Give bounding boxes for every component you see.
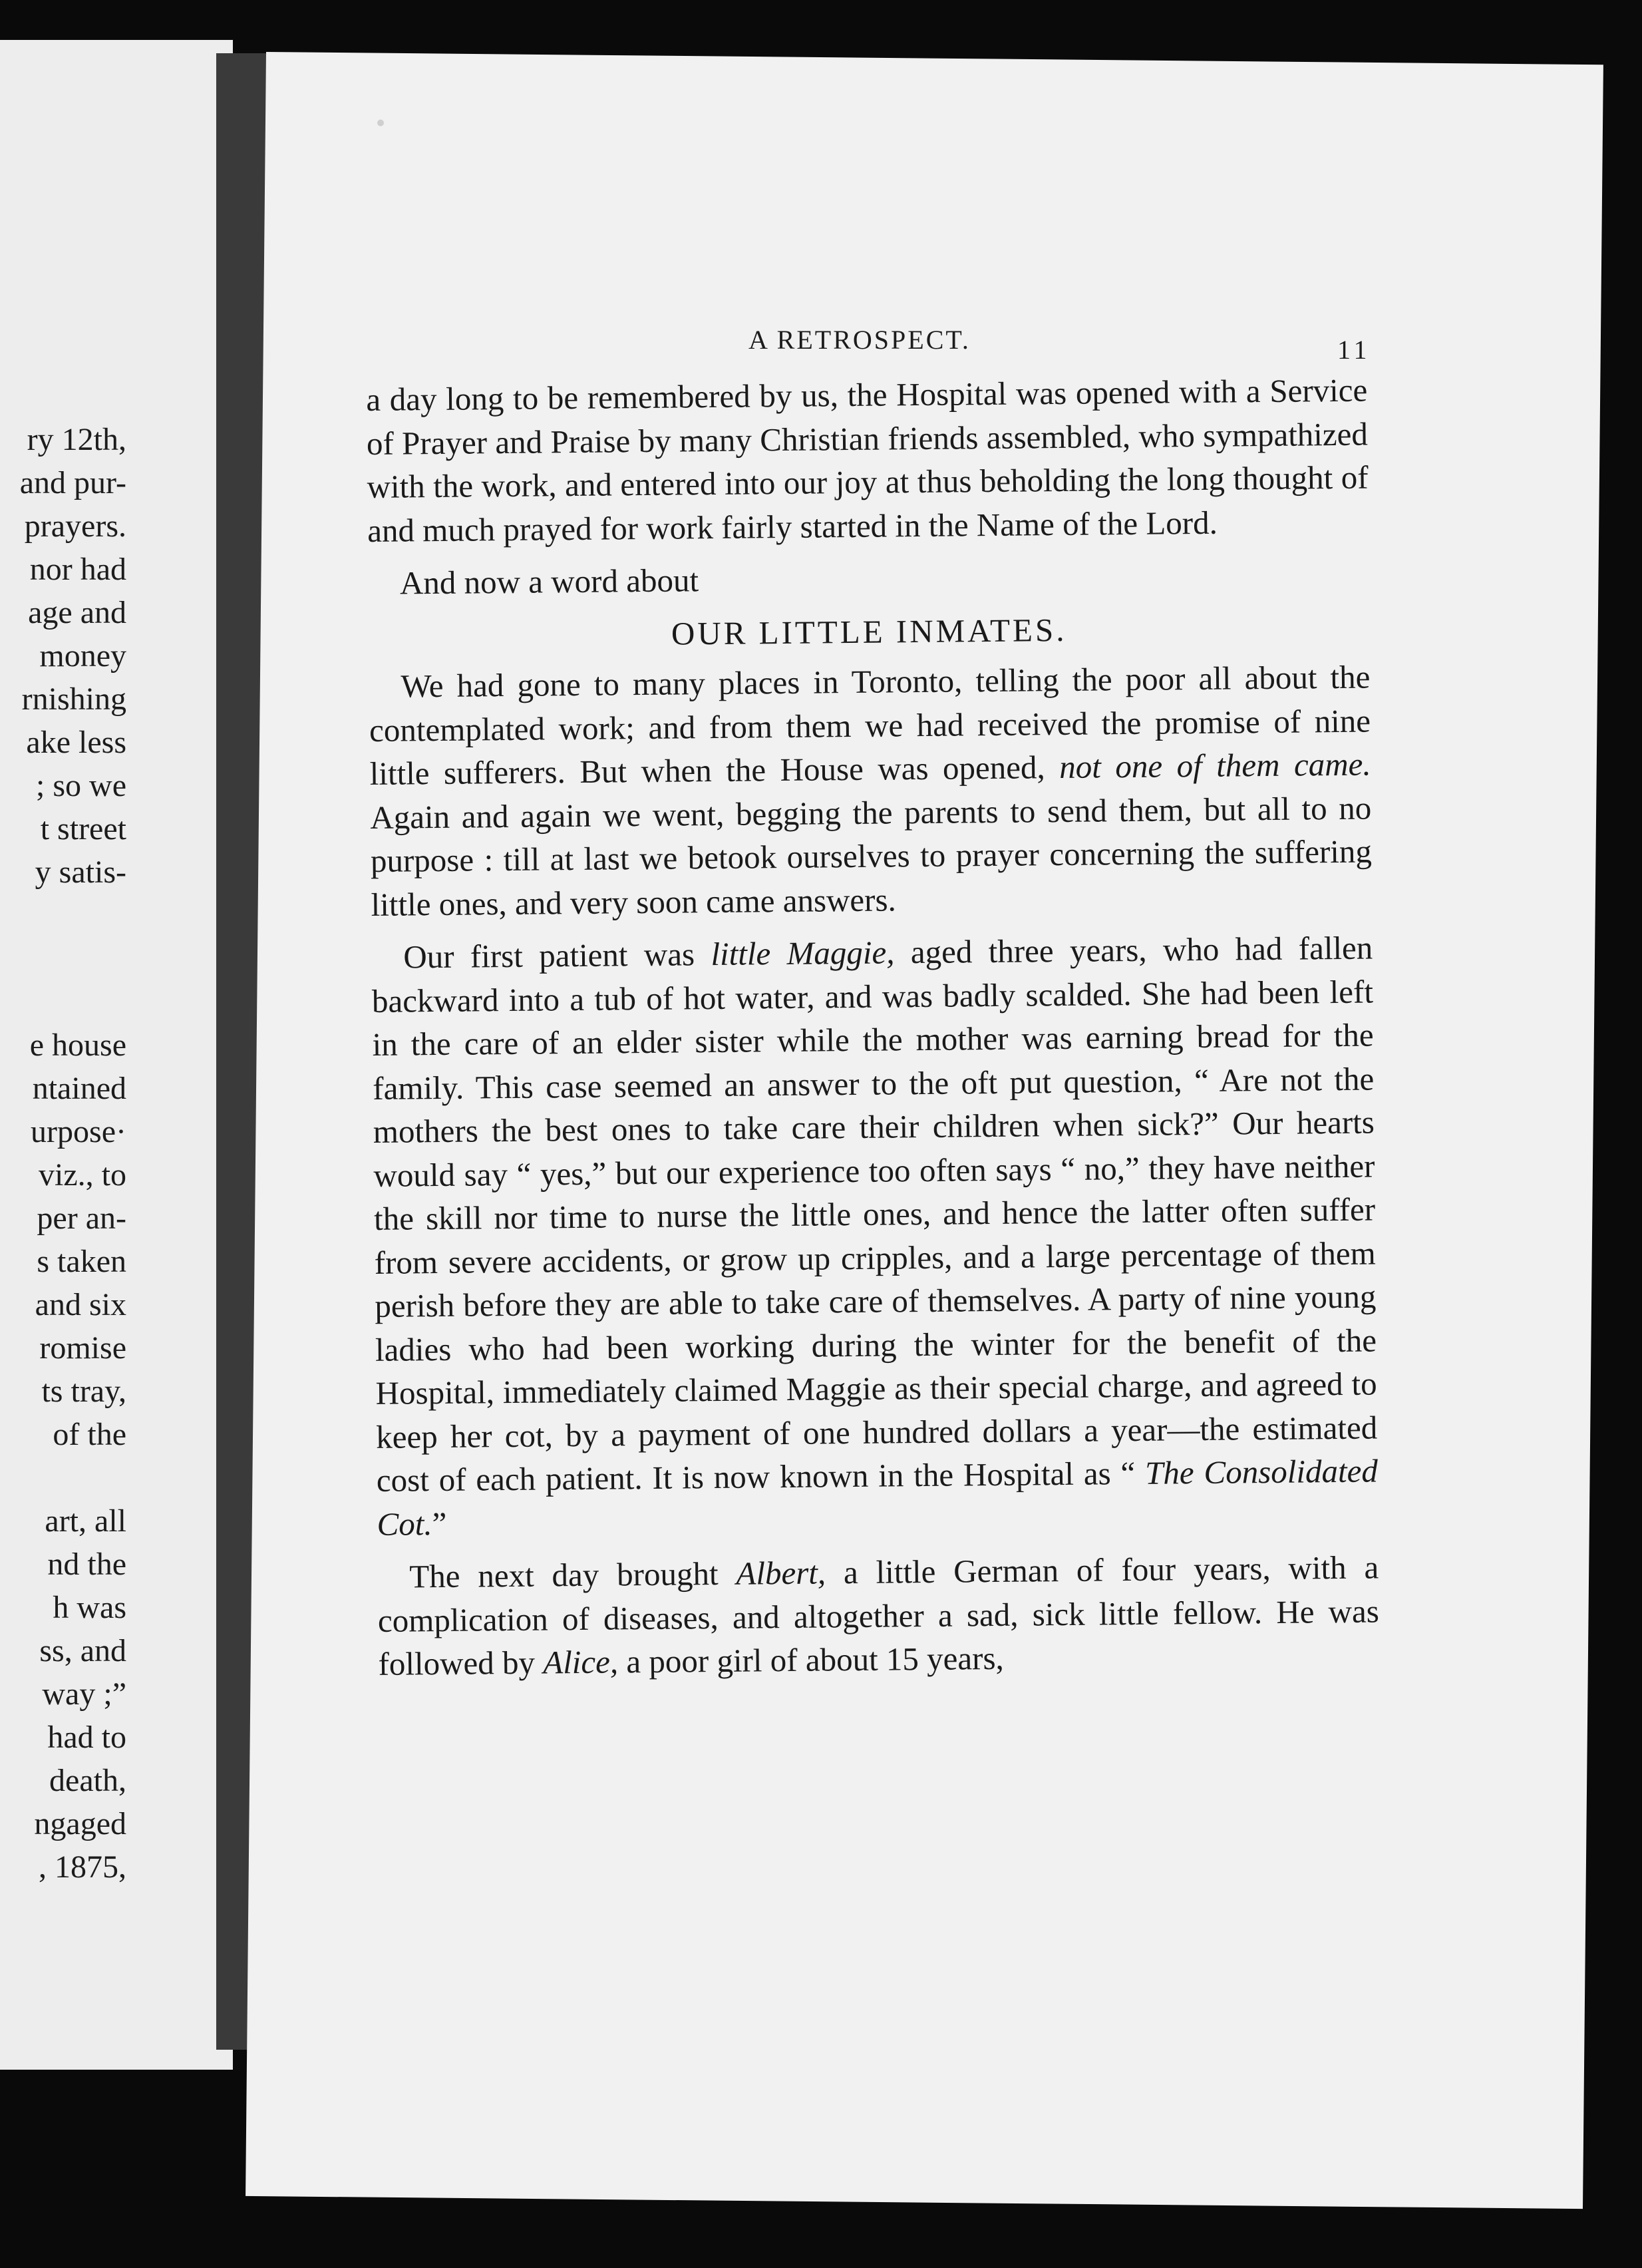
text-run: ” [432,1505,447,1542]
left-fragment-line: way ;” [42,1676,126,1712]
paragraph [369,656,1373,926]
left-fragment-line: ake less [26,725,126,760]
text-run: a little German of four years, with a complication of diseases, and altogether a sad, sick little fellow. He was followed by [377,1549,1380,1682]
running-head: A RETROSPECT. [748,325,971,355]
left-fragment-line: h was [53,1590,126,1625]
left-fragment-line: and pur- [19,465,126,500]
left-fragment-line: per an- [37,1201,126,1236]
left-blank-line [0,1456,126,1499]
text-run: Again and again we went, begging the parents to send them, but all to no purpose : till at last we betook ourselves to prayer concerning the suffering little ones, and very soon came answers. [370,789,1373,923]
left-blank-line [0,937,126,980]
left-fragment-line: money [39,638,126,673]
left-page-text-fragments [0,418,126,1889]
paragraph: a day long to be remembered by us, the Hospital was opened with a Service of Prayer and Praise by many Christian friends assembled, who sympathized with the work, and entered into our joy at thus beholding the long thought of and much prayed for work fairly started in the Name of the Lord. [366,371,1369,549]
italic-text: not one of them came. [1059,745,1371,786]
text-run: The next day brought [409,1555,737,1595]
left-fragment-line: viz., to [39,1157,126,1193]
paragraph [371,926,1379,1546]
left-fragment-line: romise [39,1330,126,1366]
left-fragment-line: t street [40,811,126,847]
left-fragment-line: e house [29,1028,126,1063]
italic-text: Alice, [542,1643,619,1681]
left-fragment-line: had to [47,1720,126,1755]
left-fragment-line: ry 12th, [27,422,126,457]
left-fragment-line: prayers. [24,508,126,544]
left-blank-line [0,980,126,1024]
left-fragment-line: rnishing [21,681,126,717]
italic-text: The Consolidated Cot. [377,1452,1379,1543]
text-run: We had gone to many places in Toronto, telling the poor all about the contemplated work; and from them we had received the promise of nine little sufferers. But when the House was opened, [369,658,1371,792]
italic-text: Albert, [736,1554,826,1592]
left-fragment-line: ts tray, [41,1374,126,1409]
text-run: a poor girl of about 15 years, [617,1639,1005,1680]
left-fragment-line: age and [28,595,126,630]
left-fragment-line: ; so we [36,768,126,803]
section-heading: OUR LITTLE INMATES. [671,611,1067,652]
left-fragment-line: y satis- [35,854,126,890]
paragraph [377,1545,1380,1686]
left-blank-line [0,894,126,937]
left-page [0,40,233,2070]
left-fragment-line: urpose· [31,1114,126,1149]
left-fragment-line: art, all [45,1503,126,1539]
text-run: aged three years, who had fallen backward into a tub of hot water, and was badly scalded. She had been left in the care of an elder sister while the mother was earning bread for the family. This case seemed an answer to the oft put question, “ Are not the mothers the best ones to take care their children when sick?” Our hearts would say “ yes,” but our experience too often says “ no,” they have neither the skill nor time to nurse the little ones, and hence the latter often suffer from severe accidents, or grow up cripples, and a large percentage of them perish before they are able to take care of themselves. A party of nine young ladies who had been working during the winter for the benefit of the Hospital, immediately claimed Maggie as their special charge, and agreed to keep her cot, by a payment of one hundred dollars a year—the estimated cost of each patient. It is now known in the Hospital as “ [371,929,1378,1499]
left-fragment-line: s taken [37,1244,126,1279]
left-fragment-line: , 1875, [39,1849,126,1885]
left-fragment-line: of the [53,1417,126,1452]
left-fragment-line: nd the [47,1547,126,1582]
italic-text: little Maggie, [711,934,895,973]
left-fragment-line: nor had [29,552,126,587]
left-fragment-line: ss, and [39,1633,126,1668]
paper-speck [377,120,384,126]
left-fragment-line: death, [49,1763,126,1798]
left-fragment-line: and six [35,1287,126,1322]
left-fragment-line: ntained [32,1071,126,1106]
body-text [366,369,1380,1686]
page-number: 11 [1337,335,1371,365]
left-fragment-line: ngaged [34,1806,126,1841]
text-run: Our first patient was [403,936,711,976]
paragraph: And now a word about [399,562,699,602]
